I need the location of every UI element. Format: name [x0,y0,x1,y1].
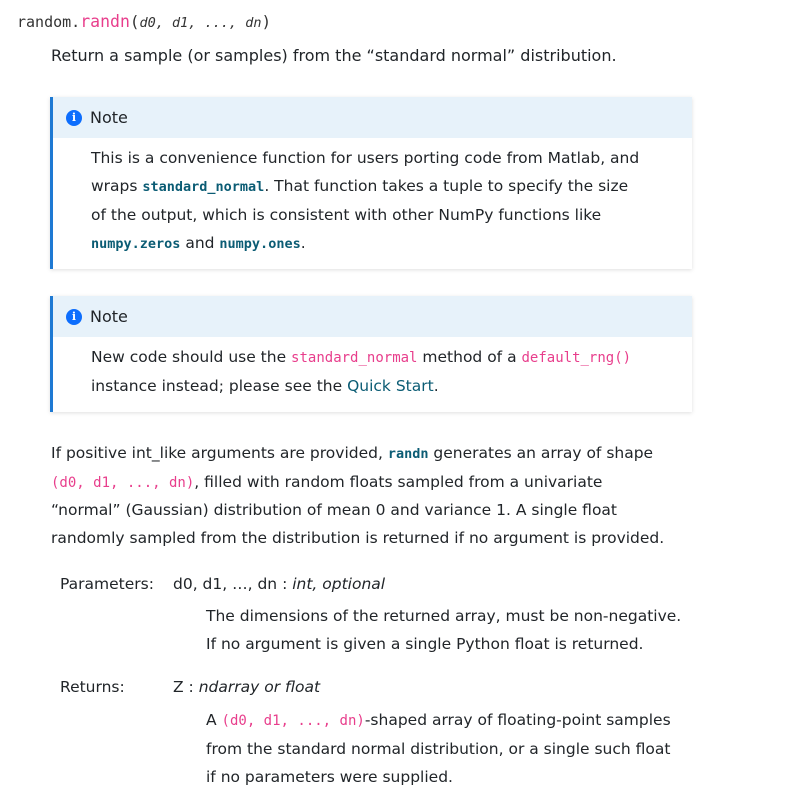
function-signature [17,12,271,31]
return-separator: : [183,678,199,696]
signature-params: d0, d1, ..., dn [139,15,262,31]
note-text: . That function takes a tuple to specify the size [264,177,629,195]
returns-label: Returns: [60,678,125,696]
note-admonition-1 [50,97,692,269]
return-shape-code: (d0, d1, ..., dn) [221,713,365,729]
return-text: -shaped array of floating-point samples [364,711,671,729]
parameter-description-line: The dimensions of the returned array, must be non-negative. [206,607,682,625]
note-text: New code should use the [91,348,292,366]
note-title: Note [90,307,128,326]
note-text-line [91,372,654,400]
shape-code: (d0, d1, ..., dn) [51,474,195,491]
return-description-line: from the standard normal distribution, or a single such float [206,740,671,758]
note-text: instance instead; please see the [91,377,348,395]
parameters-label: Parameters: [60,575,154,593]
parameter-type: int, optional [292,575,386,593]
note-text-line [91,343,654,372]
note-text: method of a [417,348,522,366]
return-signature [173,678,320,696]
signature-prefix: random. [17,13,81,31]
return-description-line: if no parameters were supplied. [206,768,453,786]
signature-name: randn [80,12,130,31]
parameter-signature [173,575,385,593]
signature-close-paren: ) [261,12,272,31]
return-description [206,706,671,791]
note-body [53,138,692,268]
description-line [51,440,711,469]
note-title-bar [53,97,692,138]
default-rng-code: default_rng() [521,350,632,366]
description-text: generates an array of shape [428,444,654,462]
note-text-line [91,172,654,201]
note-text: . [300,234,306,252]
note-text: . [433,377,439,395]
parameter-description [206,602,681,658]
parameter-name: d0, d1, …, dn [173,575,278,593]
function-summary: Return a sample (or samples) from the “standard normal” distribution. [51,46,617,65]
parameter-description-line: If no argument is given a single Python float is returned. [206,635,644,653]
note-text-line: of the output, which is consistent with other NumPy functions like [91,206,602,224]
info-icon: i [66,110,82,126]
return-type: ndarray or float [198,678,321,696]
parameter-separator: : [277,575,293,593]
return-text: A [206,711,222,729]
numpy-zeros-link[interactable]: numpy.zeros [91,236,181,252]
note-text: wraps [91,177,143,195]
note-text: and [180,234,220,252]
info-icon: i [66,309,82,325]
note-title-bar [53,296,692,337]
note-text-line [91,229,654,258]
description-line: randomly sampled from the distribution is returned if no argument is provided. [51,528,665,547]
quick-start-link[interactable]: Quick Start [347,377,434,395]
numpy-ones-link[interactable]: numpy.ones [219,236,301,252]
signature-open-paren: ( [129,12,140,31]
standard-normal-code: standard_normal [291,350,418,366]
return-description-line [206,706,671,735]
description-text: , filled with random floats sampled from a univariate [194,472,603,491]
note-title: Note [90,108,128,127]
description-line: “normal” (Gaussian) distribution of mean 0 and variance 1. A single float [51,501,618,519]
randn-code: randn [387,446,429,462]
note-admonition-2 [50,296,692,412]
description-line [51,469,711,498]
return-name: Z [173,678,184,696]
description-text: If positive int_like arguments are provided, [51,444,388,462]
note-body [53,337,692,410]
description-paragraph [51,440,711,552]
standard-normal-link[interactable]: standard_normal [142,179,265,195]
note-text-line: This is a convenience function for users porting code from Matlab, and [91,149,640,167]
